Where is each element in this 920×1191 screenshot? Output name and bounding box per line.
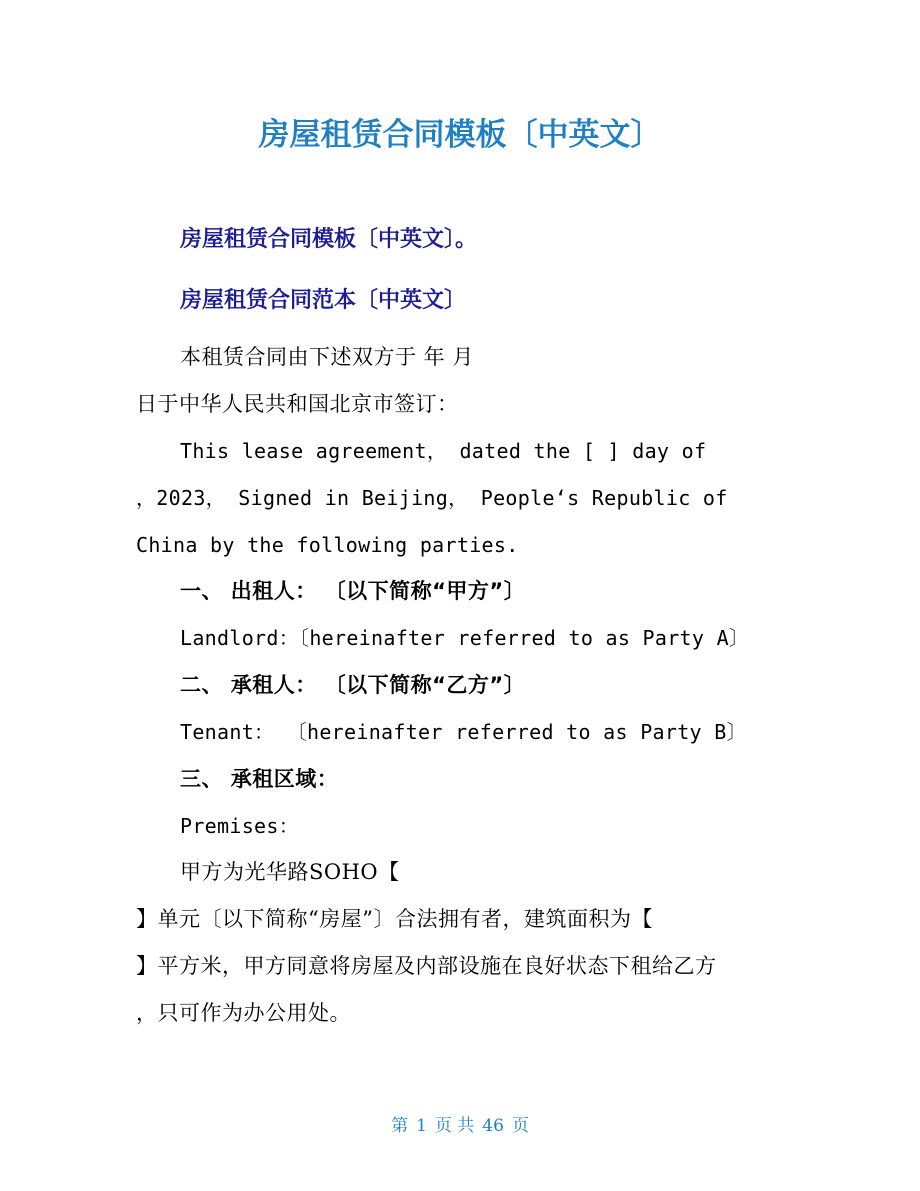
document-title: 房屋租赁合同模板〔中英文〕 <box>258 117 662 153</box>
clause-2-english: Tenant： 〔hereinafter referred to as Party B〕 <box>180 720 747 744</box>
subheading-template: 房屋租赁合同模板〔中英文〕。 <box>180 227 478 252</box>
subheading-sample: 房屋租赁合同范本〔中英文〕 <box>180 288 467 313</box>
clause-1-heading: 一、 出租人： 〔以下简称“甲方”〕 <box>180 579 526 603</box>
footer-suffix: 页 <box>511 1116 529 1136</box>
clause-3-english: Premises： <box>180 814 300 838</box>
body-line-4: ，2023， Signed in Beijing， People‘s Republic of <box>136 486 728 510</box>
footer-page-number: 1 <box>416 1116 427 1136</box>
clause-2-heading: 二、 承租人： 〔以下简称“乙方”〕 <box>180 673 526 697</box>
footer-middle: 页 共 <box>434 1116 475 1136</box>
body-line-1: 本租赁合同由下述双方于 年 月 <box>180 345 474 369</box>
body-line-3: This lease agreement， dated the [ ] day of <box>180 439 707 463</box>
clause-3-heading: 三、 承租区域： <box>180 767 339 791</box>
body-line-12: 甲方为光华路SOHO【 <box>180 860 400 884</box>
page-footer <box>0 1113 920 1139</box>
footer-prefix: 第 <box>391 1116 409 1136</box>
body-line-5: China by the following parties. <box>136 533 519 557</box>
body-line-13: 】单元〔以下简称“房屋”〕合法拥有者，建筑面积为【 <box>136 907 653 931</box>
body-line-14: 】平方米，甲方同意将房屋及内部设施在良好状态下租给乙方 <box>136 954 717 978</box>
body-line-2: 日于中华人民共和国北京市签订： <box>136 392 459 416</box>
body-line-15: ，只可作为办公用处。 <box>136 1001 351 1025</box>
footer-total-pages: 46 <box>482 1116 504 1136</box>
clause-1-english: Landlord：〔hereinafter referred to as Party A〕 <box>180 626 750 650</box>
